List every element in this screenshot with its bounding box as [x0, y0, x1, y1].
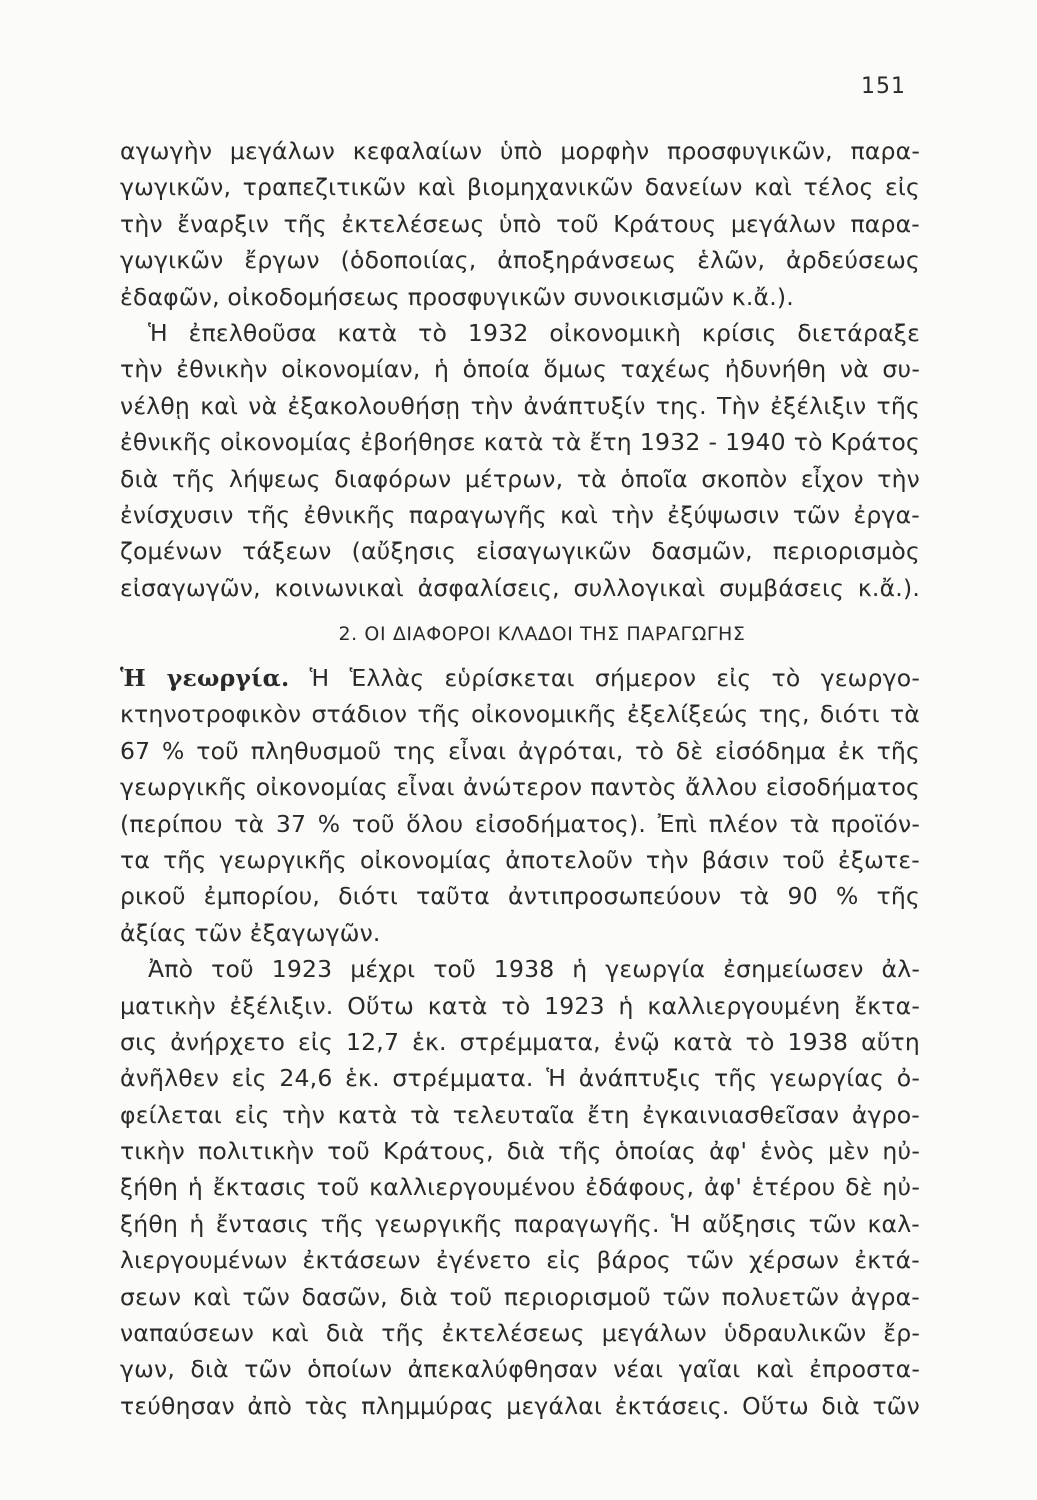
- text-line: ναπαύσεων καὶ διὰ τῆς ἐκτελέσεως μεγάλων ὑδραυλικῶν ἔρ-: [120, 1319, 920, 1348]
- text-line: γωγικῶν, τραπεζιτικῶν καὶ βιομηχανικῶν δανείων καὶ τέλος εἰς: [120, 173, 920, 202]
- text-line: ἐνίσχυσιν τῆς ἐθνικῆς παραγωγῆς καὶ τὴν ἐξύψωσιν τῶν ἐργα-: [120, 500, 920, 529]
- text-line: τικὴν πολιτικὴν τοῦ Κράτους, διὰ τῆς ὁποίας ἀφ' ἑνὸς μὲν ηὐ-: [120, 1137, 920, 1166]
- text-line: νέλθῃ καὶ νὰ ἐξακολουθήσῃ τὴν ἀνάπτυξίν της. Τὴν ἐξέλιξιν τῆς: [120, 391, 920, 420]
- text-line: Ἡ ἐπελθοῦσα κατὰ τὸ 1932 οἰκονομικὴ κρίσις διετάραξε: [148, 318, 920, 347]
- text-block-lower: [120, 660, 920, 1424]
- text-line: ἐδαφῶν, οἰκοδομήσεως προσφυγικῶν συνοικισμῶν κ.ἄ.).: [120, 282, 794, 311]
- text-line: Ἀπὸ τοῦ 1923 μέχρι τοῦ 1938 ἡ γεωργία ἐσημείωσεν ἀλ-: [148, 955, 920, 984]
- text-line: γεωργικῆς οἰκονομίας εἶναι ἀνώτερον παντὸς ἄλλου εἰσοδήματος: [120, 773, 920, 802]
- text-line: εἰσαγωγῶν, κοινωνικαὶ ἀσφαλίσεις, συλλογικαὶ συμβάσεις κ.ἄ.).: [120, 573, 920, 602]
- text-line: ξήθη ἡ ἔκτασις τοῦ καλλιεργουμένου ἐδάφους, ἀφ' ἑτέρου δὲ ηὐ-: [120, 1173, 920, 1202]
- text-line: αγωγὴν μεγάλων κεφαλαίων ὑπὸ μορφὴν προσφυγικῶν, παρα-: [120, 137, 920, 165]
- text-line: σις ἀνήρχετο εἰς 12,7 ἑκ. στρέμματα, ἐνῷ κατὰ τὸ 1938 αὕτη: [120, 1027, 920, 1056]
- text-line: διὰ τῆς λήψεως διαφόρων μέτρων, τὰ ὁποῖα σκοπὸν εἶχον τὴν: [120, 464, 920, 493]
- text-line: ἀξίας τῶν ἐξαγωγῶν.: [120, 918, 381, 947]
- text-line: [120, 660, 920, 696]
- text-line: ἀνῆλθεν εἰς 24,6 ἑκ. στρέμματα. Ἡ ἀνάπτυξις τῆς γεωργίας ὀ-: [120, 1064, 920, 1093]
- text-line: λιεργουμένων ἐκτάσεων ἐγένετο εἰς βάρος τῶν χέρσων ἐκτά-: [120, 1246, 920, 1275]
- text-span: Ἡ Ἑλλὰς εὑρίσκεται σήμερον εἰς τὸ γεωργο-: [289, 664, 920, 692]
- text-line: γωγικῶν ἔργων (ὁδοποιίας, ἀποξηράνσεως ἑλῶν, ἀρδεύσεως: [120, 246, 920, 275]
- paragraph-intro-continued: [120, 133, 920, 315]
- paragraph-agricultural-growth: [120, 951, 920, 1424]
- text-line: ρικοῦ ἐμπορίου, διότι ταῦτα ἀντιπροσωπεύουν τὰ 90 % τῆς: [120, 882, 920, 911]
- page-number: 151: [861, 74, 906, 99]
- text-line: ζομένων τάξεων (αὔξησις εἰσαγωγικῶν δασμῶν, περιορισμὸς: [120, 537, 920, 566]
- text-line: (περίπου τὰ 37 % τοῦ ὅλου εἰσοδήματος). Ἐπὶ πλέον τὰ προϊόν-: [120, 809, 920, 838]
- text-line: ξήθη ἡ ἔντασις τῆς γεωργικῆς παραγωγῆς. Ἡ αὔξησις τῶν καλ-: [120, 1209, 920, 1238]
- text-line: 67 % τοῦ πληθυσμοῦ της εἶναι ἀγρόται, τὸ δὲ εἰσόδημα ἐκ τῆς: [120, 736, 920, 765]
- text-line: σεων καὶ τῶν δασῶν, διὰ τοῦ περιορισμοῦ τῶν πολυετῶν ἀγρα-: [120, 1282, 920, 1311]
- text-line: φείλεται εἰς τὴν κατὰ τὰ τελευταῖα ἔτη ἐγκαινιασθεῖσαν ἀγρο-: [120, 1100, 920, 1129]
- text-line: τα τῆς γεωργικῆς οἰκονομίας ἀποτελοῦν τὴν βάσιν τοῦ ἐξωτε-: [120, 845, 920, 874]
- text-line: ἐθνικῆς οἰκονομίας ἐβοήθησε κατὰ τὰ ἔτη 1932 - 1940 τὸ Κράτος: [120, 428, 920, 457]
- text-line: κτηνοτροφικὸν στάδιον τῆς οἰκονομικῆς ἐξελίξεώς της, διότι τὰ: [120, 700, 920, 729]
- text-line: τεύθησαν ἀπὸ τὰς πλημμύρας μεγάλαι ἐκτάσεις. Οὕτω διὰ τῶν: [120, 1391, 920, 1420]
- paragraph-economic-crisis: [120, 315, 920, 606]
- section-heading: 2. ΟΙ ΔΙΑΦΟΡΟΙ ΚΛΑΔΟΙ ΤΗΣ ΠΑΡΑΓΩΓΗΣ: [338, 623, 746, 645]
- paragraph-agriculture: [120, 660, 920, 951]
- paragraph-lead-heading: Ἡ γεωργία.: [120, 664, 290, 692]
- text-block-upper: [120, 133, 920, 606]
- text-line: γων, διὰ τῶν ὁποίων ἀπεκαλύφθησαν νέαι γαῖαι καὶ ἐπροστα-: [120, 1355, 920, 1384]
- text-line: τὴν ἐθνικὴν οἰκονομίαν, ἡ ὁποία ὅμως ταχέως ἠδυνήθη νὰ συ-: [120, 355, 920, 384]
- text-line: τὴν ἔναρξιν τῆς ἐκτελέσεως ὑπὸ τοῦ Κράτους μεγάλων παρα-: [120, 209, 920, 238]
- text-line: ματικὴν ἐξέλιξιν. Οὕτω κατὰ τὸ 1923 ἡ καλλιεργουμένη ἔκτα-: [120, 991, 920, 1020]
